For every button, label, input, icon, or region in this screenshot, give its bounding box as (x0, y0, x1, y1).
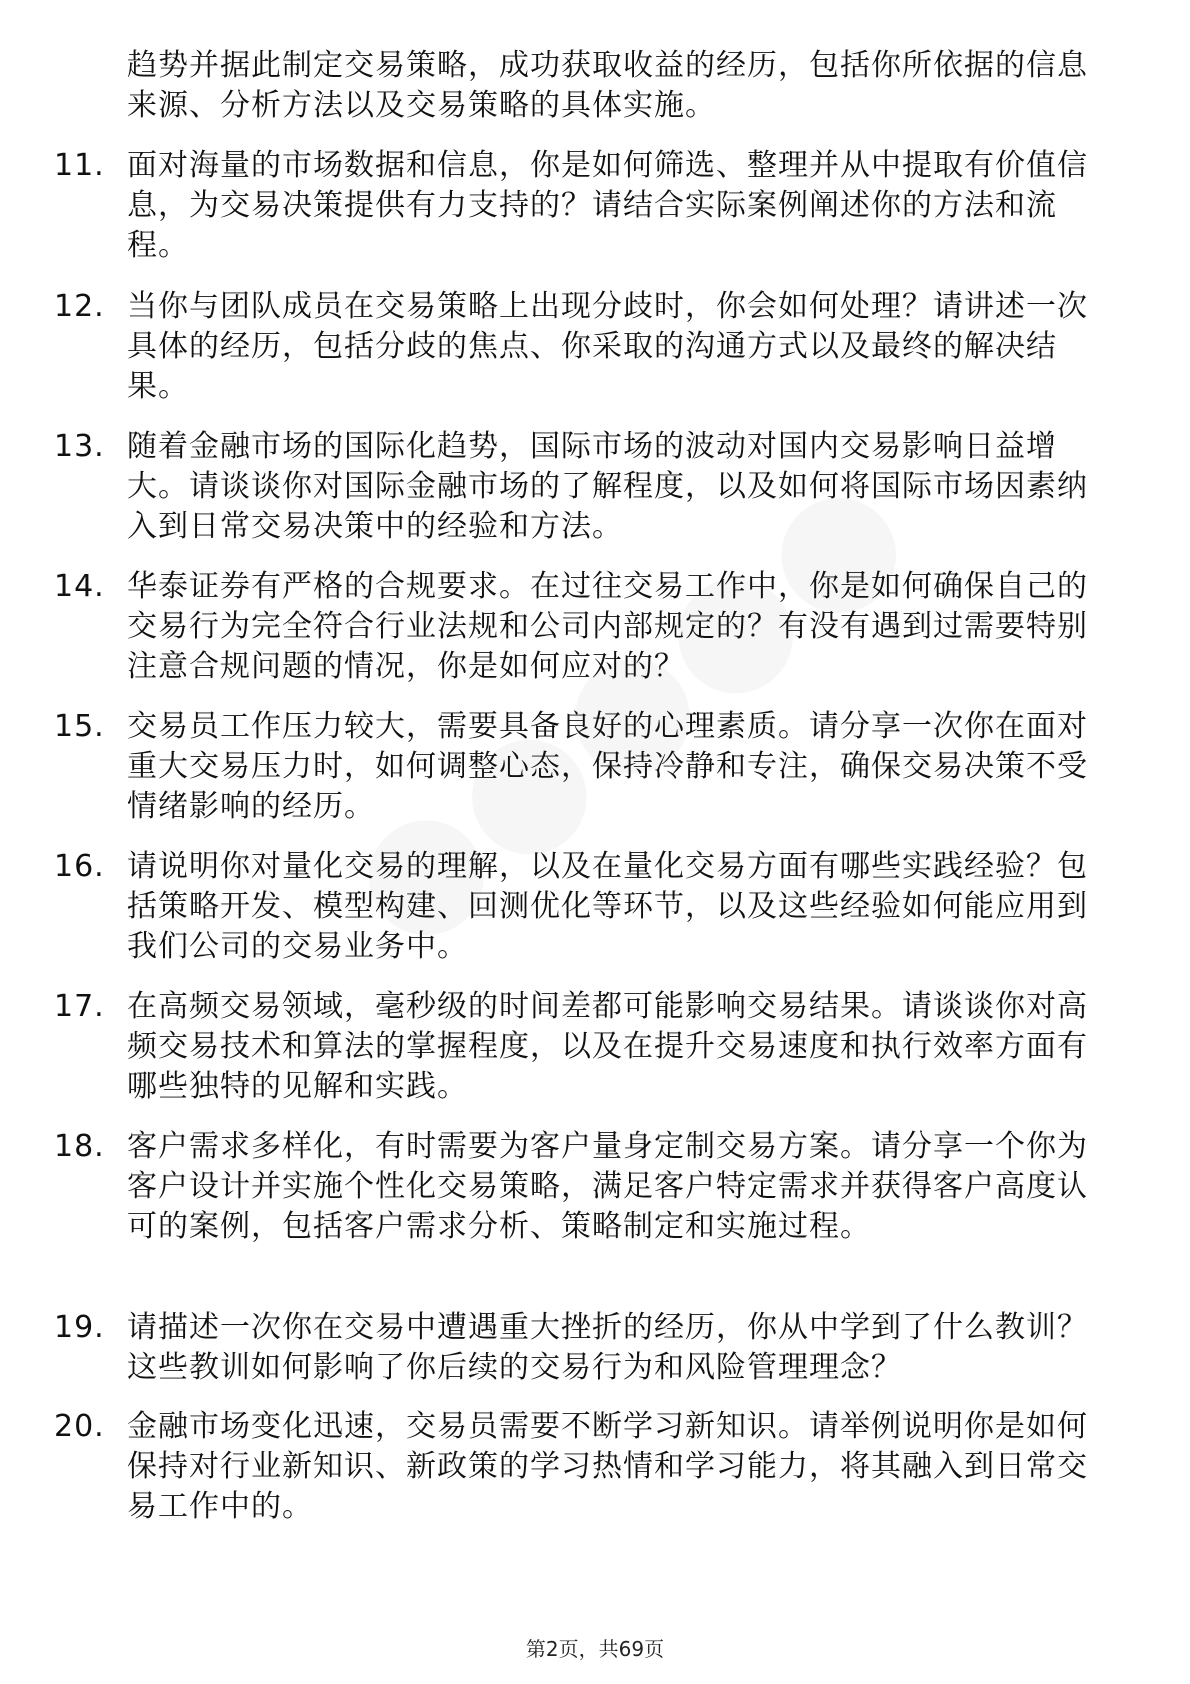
page-footer: 第2页，共69页 (525, 1637, 665, 1661)
question-text: 客户需求多样化，有时需要为客户量身定制交易方案。请分享一个你为客户设计并实施个性化交易策略，满足客户特定需求并获得客户高度认可的案例，包括客户需求分析、策略制定和实施过程。 (127, 1129, 1088, 1244)
question-number: 13. (54, 429, 105, 464)
question-number: 19. (54, 1310, 105, 1345)
question-number: 16. (54, 849, 105, 884)
question-number: 15. (54, 709, 105, 744)
question-number: 17. (54, 989, 105, 1024)
question-text: 面对海量的市场数据和信息，你是如何筛选、整理并从中提取有价值信息，为交易决策提供有力支持的？请结合实际案例阐述你的方法和流程。 (127, 148, 1088, 263)
question-item-11 (54, 146, 1119, 266)
question-text: 随着金融市场的国际化趋势，国际市场的波动对国内交易影响日益增大。请谈谈你对国际金融市场的了解程度，以及如何将国际市场因素纳入到日常交易决策中的经验和方法。 (127, 429, 1088, 544)
question-item-17 (54, 987, 1119, 1107)
question-item-20 (54, 1407, 1119, 1527)
question-number: 18. (54, 1129, 105, 1164)
question-number: 14. (54, 569, 105, 604)
question-item-12 (54, 287, 1119, 407)
question-item-14 (54, 567, 1119, 687)
question-text: 金融市场变化迅速，交易员需要不断学习新知识。请举例说明你是如何保持对行业新知识、新政策的学习热情和学习能力，将其融入到日常交易工作中的。 (127, 1409, 1088, 1524)
question-number: 12. (54, 289, 105, 324)
question-item-19 (54, 1308, 1119, 1388)
question-item-18 (54, 1127, 1119, 1247)
question-text: 华泰证券有严格的合规要求。在过往交易工作中，你是如何确保自己的交易行为完全符合行业法规和公司内部规定的？有没有遇到过需要特别注意合规问题的情况，你是如何应对的？ (127, 569, 1088, 684)
question-item-15 (54, 707, 1119, 827)
question-text: 请描述一次你在交易中遭遇重大挫折的经历，你从中学到了什么教训？这些教训如何影响了你后续的交易行为和风险管理理念？ (127, 1310, 1088, 1385)
question-item-13 (54, 427, 1119, 547)
question-text: 请说明你对量化交易的理解，以及在量化交易方面有哪些实践经验？包括策略开发、模型构建、回测优化等环节，以及这些经验如何能应用到我们公司的交易业务中。 (127, 849, 1088, 964)
question-number: 11. (54, 148, 105, 183)
continuation-paragraph: 趋势并据此制定交易策略，成功获取收益的经历，包括你所依据的信息来源、分析方法以及交易策略的具体实施。 (127, 48, 1088, 123)
question-text: 在高频交易领域，毫秒级的时间差都可能影响交易结果。请谈谈你对高频交易技术和算法的掌握程度，以及在提升交易速度和执行效率方面有哪些独特的见解和实践。 (127, 989, 1088, 1104)
question-item-16 (54, 847, 1119, 967)
question-text: 当你与团队成员在交易策略上出现分歧时，你会如何处理？请讲述一次具体的经历，包括分歧的焦点、你采取的沟通方式以及最终的解决结果。 (127, 289, 1088, 404)
question-text: 交易员工作压力较大，需要具备良好的心理素质。请分享一次你在面对重大交易压力时，如何调整心态，保持冷静和专注，确保交易决策不受情绪影响的经历。 (127, 709, 1088, 824)
question-number: 20. (54, 1409, 105, 1444)
